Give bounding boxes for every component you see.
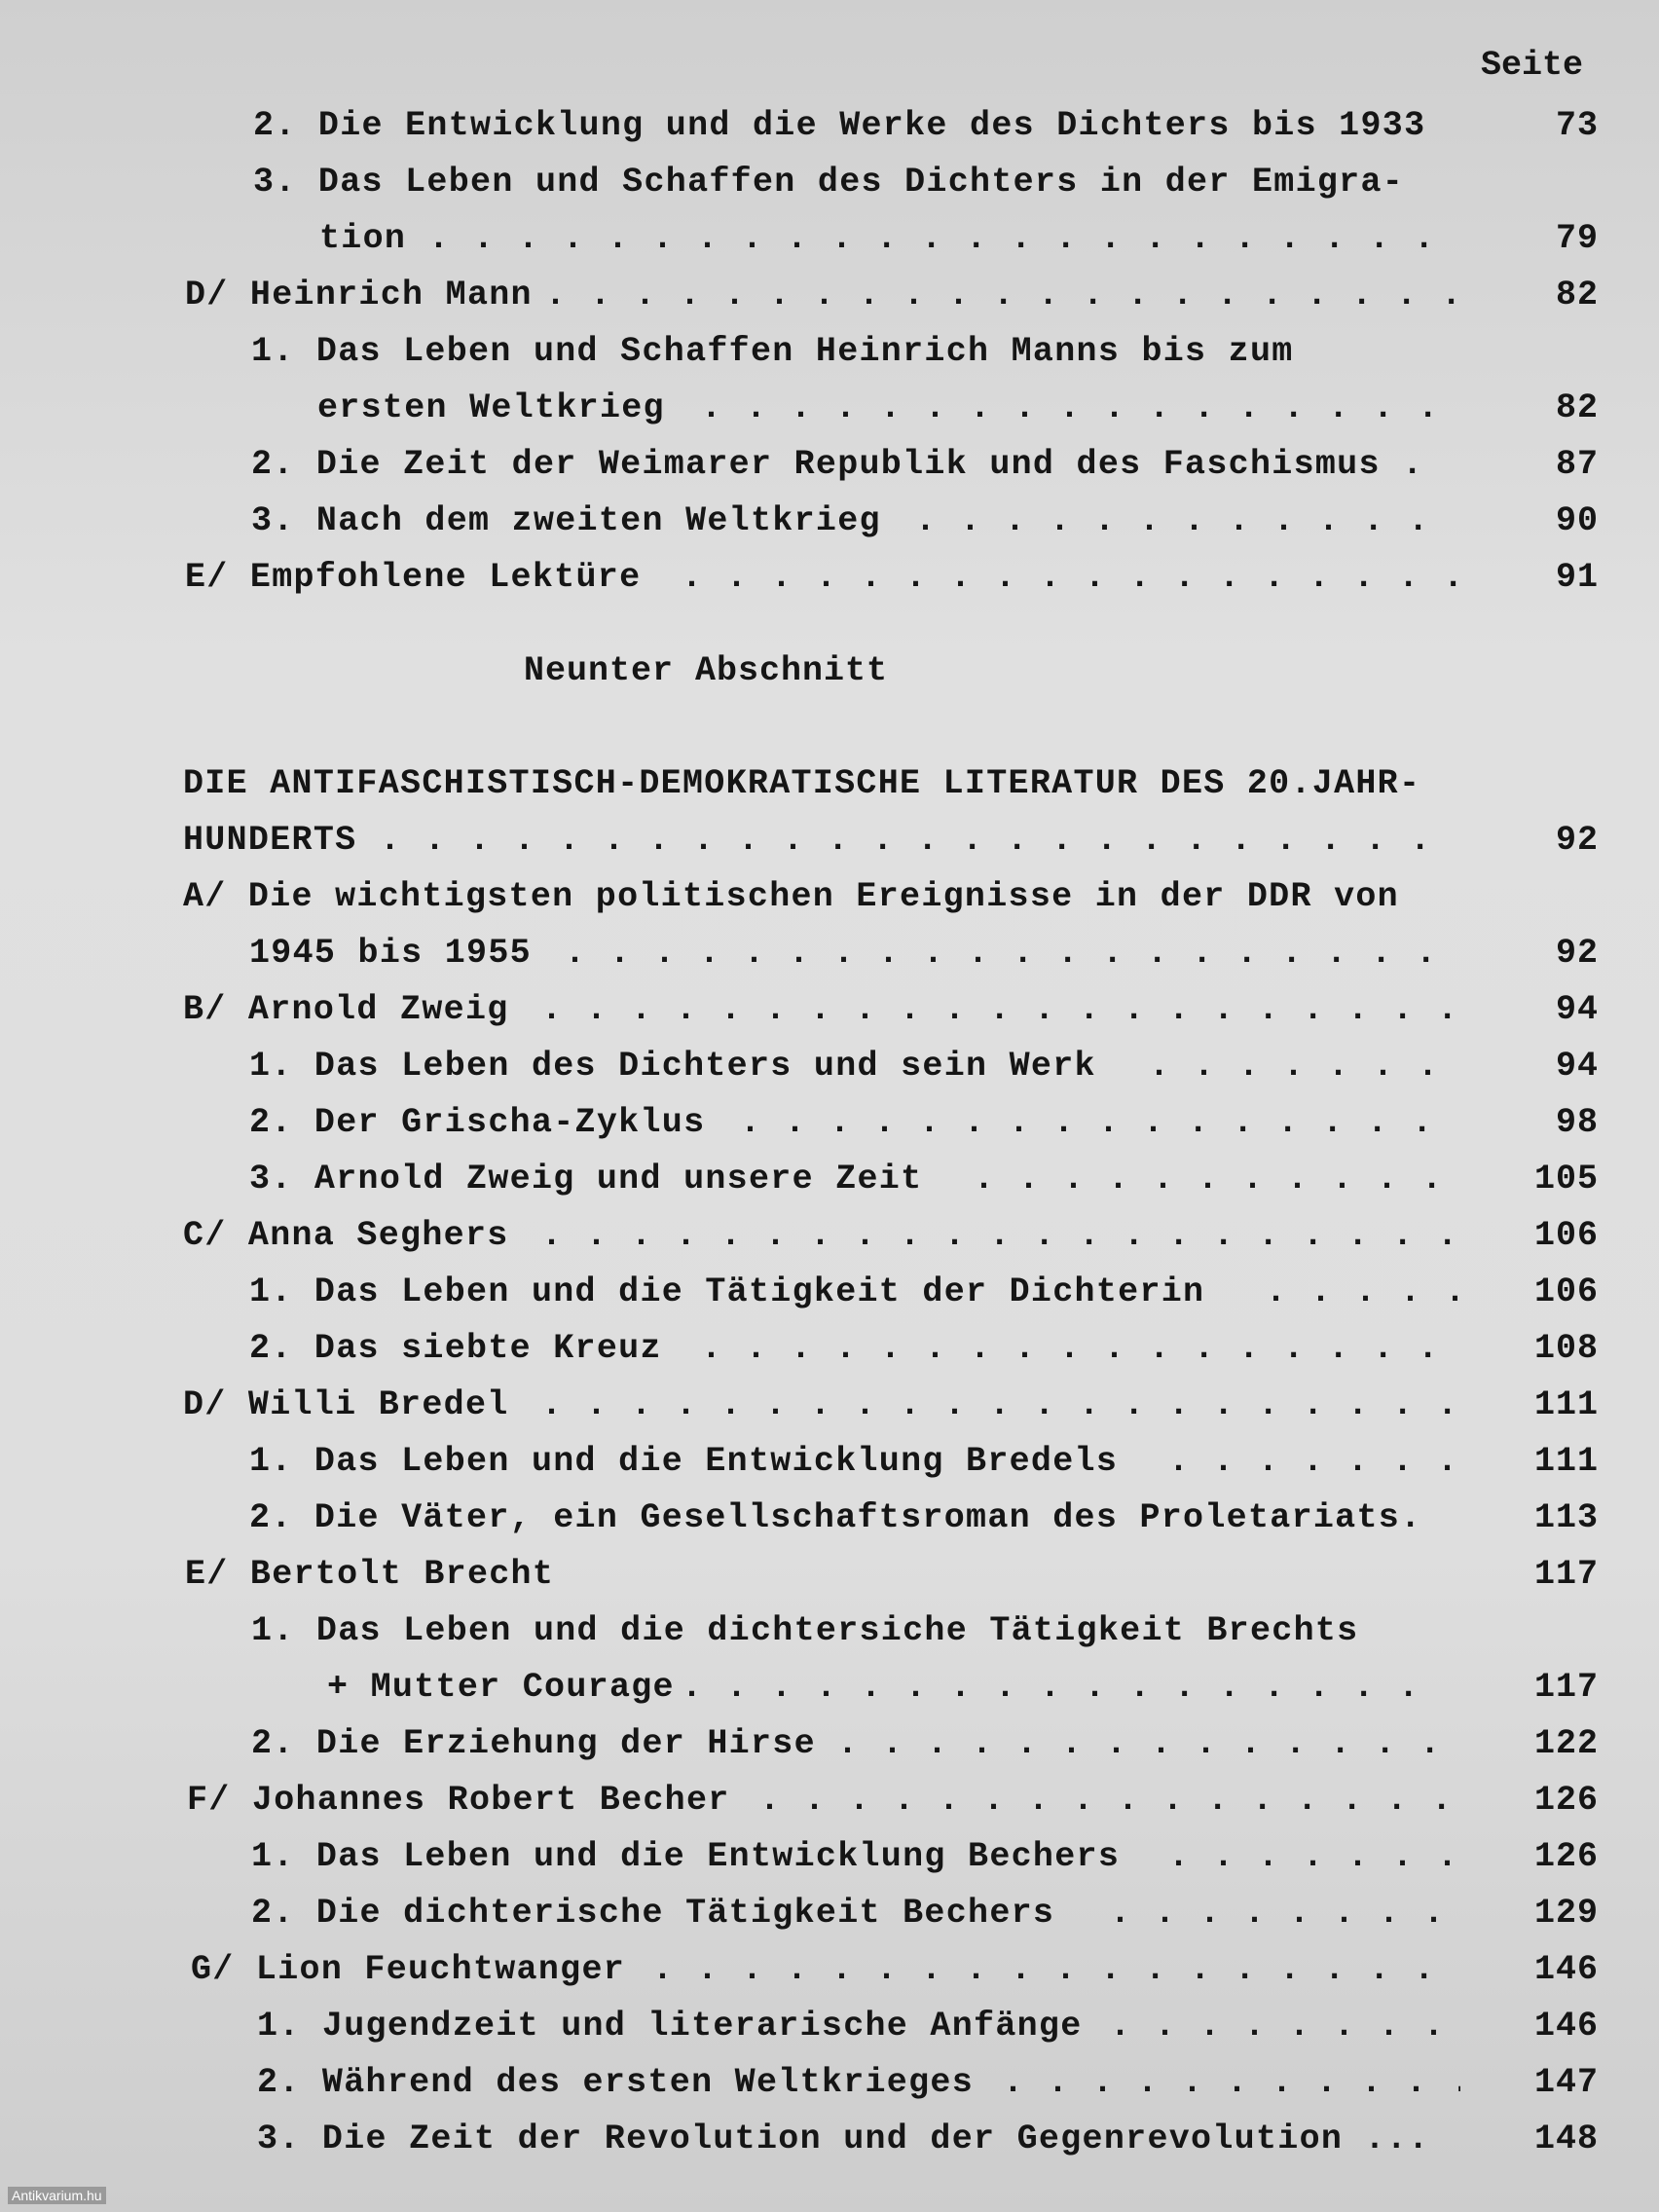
toc-entry [0, 2054, 1659, 2111]
entry-title: tion [319, 219, 407, 258]
leader-dots [915, 493, 1460, 549]
entry-page: 73 [1555, 106, 1599, 145]
entry-title: 2. Die Zeit der Weimarer Republik und des Faschismus . [251, 445, 1424, 484]
leader-dots [759, 1772, 1460, 1828]
toc-entry [0, 756, 1659, 812]
leader-dots [740, 1094, 1460, 1151]
entry-page: 92 [1555, 821, 1599, 860]
entry-title: 2. Das siebte Kreuz [249, 1329, 662, 1368]
toc-entry [0, 549, 1659, 606]
entry-title: 2. Der Grischa-Zyklus [249, 1103, 706, 1142]
leader-dots [1003, 2054, 1460, 2111]
entry-page: 117 [1533, 1668, 1599, 1707]
toc-entry [0, 925, 1659, 981]
leader-dots [545, 267, 1460, 323]
leader-dots [428, 210, 1460, 267]
entry-page: 98 [1555, 1103, 1599, 1142]
toc-entry [0, 1603, 1659, 1659]
toc-entry [0, 1998, 1659, 2054]
entry-title: 2. Während des ersten Weltkrieges [257, 2063, 975, 2102]
entry-page: 91 [1555, 558, 1599, 597]
toc-entry [0, 1546, 1659, 1603]
section-heading: Neunter Abschnitt [523, 651, 889, 690]
entry-title: 3. Die Zeit der Revolution und der Gegenrevolution ... [257, 2120, 1430, 2158]
entry-title: 3. Arnold Zweig und unsere Zeit [249, 1160, 923, 1198]
entry-page: 108 [1533, 1329, 1599, 1368]
leader-dots [974, 1151, 1460, 1207]
leader-dots [1149, 1038, 1460, 1094]
entry-page: 105 [1533, 1160, 1599, 1198]
leader-dots [1110, 1998, 1460, 2054]
toc-entry [0, 493, 1659, 549]
entry-title: E/ Empfohlene Lektüre [185, 558, 642, 597]
entry-title: 1. Das Leben und die Entwicklung Bechers [251, 1837, 1121, 1876]
section-title: DIE ANTIFASCHISTISCH-DEMOKRATISCHE LITERATUR DES 20.JAHR- [183, 764, 1421, 803]
page-column-header: Seite [1480, 46, 1583, 85]
leader-dots [652, 1941, 1460, 1998]
entry-title: 2. Die dichterische Tätigkeit Bechers [251, 1894, 1055, 1933]
entry-page: 117 [1533, 1555, 1599, 1594]
entry-title: 1945 bis 1955 [249, 934, 532, 973]
toc-entry [0, 154, 1659, 210]
leader-dots [1266, 1264, 1460, 1320]
toc-entry [0, 1715, 1659, 1772]
entry-title: D/ Willi Bredel [183, 1385, 509, 1424]
entry-page: 126 [1533, 1781, 1599, 1820]
toc-entry [0, 1772, 1659, 1828]
leader-dots [1168, 1828, 1460, 1885]
entry-page: 82 [1555, 276, 1599, 314]
toc-entry [0, 1828, 1659, 1885]
toc-entry [0, 1094, 1659, 1151]
entry-title: C/ Anna Seghers [183, 1216, 509, 1255]
entry-page: 106 [1533, 1216, 1599, 1255]
entry-page: 126 [1533, 1837, 1599, 1876]
entry-page: 129 [1533, 1894, 1599, 1933]
leader-dots [541, 1207, 1460, 1264]
toc-entry [0, 436, 1659, 493]
entry-title: 1. Das Leben und die Tätigkeit der Dichterin [249, 1272, 1205, 1311]
entry-title: 1. Das Leben und die Entwicklung Bredels [249, 1442, 1119, 1481]
entry-page: 111 [1533, 1442, 1599, 1481]
leader-dots [837, 1715, 1460, 1772]
entry-title: G/ Lion Feuchtwanger [191, 1950, 626, 1989]
entry-title: D/ Heinrich Mann [185, 276, 533, 314]
entry-page: 92 [1555, 934, 1599, 973]
entry-title: E/ Bertolt Brecht [185, 1555, 555, 1594]
entry-page: 111 [1533, 1385, 1599, 1424]
entry-page: 122 [1533, 1724, 1599, 1763]
entry-page: 146 [1533, 2007, 1599, 2046]
toc-entry [0, 1490, 1659, 1546]
entry-title: + Mutter Courage [327, 1668, 675, 1707]
toc-entry [0, 2111, 1659, 2167]
leader-dots [1110, 1885, 1460, 1941]
toc-entry [0, 380, 1659, 436]
entry-page: 147 [1533, 2063, 1599, 2102]
toc-entry [0, 1377, 1659, 1433]
toc-entry [0, 323, 1659, 380]
entry-title: 1. Das Leben und Schaffen Heinrich Manns bis zum [251, 332, 1294, 371]
leader-dots [682, 549, 1460, 606]
entry-page: 94 [1555, 990, 1599, 1029]
entry-title: B/ Arnold Zweig [183, 990, 509, 1029]
entry-page: 87 [1555, 445, 1599, 484]
leader-dots [682, 1659, 1421, 1715]
toc-entry [0, 1320, 1659, 1377]
toc-entry [0, 1885, 1659, 1941]
toc-entry [0, 210, 1659, 267]
entry-page: 94 [1555, 1047, 1599, 1086]
entry-page: 79 [1555, 219, 1599, 258]
toc-entry [0, 1433, 1659, 1490]
toc-entry [0, 1264, 1659, 1320]
toc-entry [0, 1038, 1659, 1094]
entry-page: 90 [1555, 501, 1599, 540]
entry-title: 2. Die Entwicklung und die Werke des Dichters bis 1933 [253, 106, 1426, 145]
leader-dots [380, 812, 1460, 868]
leader-dots [701, 380, 1460, 436]
entry-title: 1. Jugendzeit und literarische Anfänge [257, 2007, 1083, 2046]
toc-entry [0, 1207, 1659, 1264]
entry-title: ersten Weltkrieg [317, 388, 665, 427]
entry-title: 1. Das Leben des Dichters und sein Werk [249, 1047, 1096, 1086]
leader-dots [701, 1320, 1460, 1377]
entry-title: 3. Das Leben und Schaffen des Dichters in der Emigra- [253, 163, 1405, 202]
toc-entry [0, 1151, 1659, 1207]
section-title: HUNDERTS [183, 821, 357, 860]
toc-entry [0, 981, 1659, 1038]
entry-page: 113 [1533, 1498, 1599, 1537]
entry-page: 148 [1533, 2120, 1599, 2158]
entry-page: 106 [1533, 1272, 1599, 1311]
entry-title: 3. Nach dem zweiten Weltkrieg [251, 501, 881, 540]
entry-page: 82 [1555, 388, 1599, 427]
leader-dots [541, 1377, 1460, 1433]
entry-title: 2. Die Erziehung der Hirse [251, 1724, 816, 1763]
entry-title: 2. Die Väter, ein Gesellschaftsroman des Proletariats. [249, 1498, 1422, 1537]
toc-entry [0, 1941, 1659, 1998]
toc-entry [0, 267, 1659, 323]
leader-dots [565, 925, 1460, 981]
toc-entry [0, 812, 1659, 868]
leader-dots [541, 981, 1460, 1038]
leader-dots [1168, 1433, 1460, 1490]
entry-title: 1. Das Leben und die dichtersiche Tätigkeit Brechts [251, 1611, 1359, 1650]
entry-title: F/ Johannes Robert Becher [187, 1781, 730, 1820]
toc-entry [0, 97, 1659, 154]
entry-title: A/ Die wichtigsten politischen Ereignisse in der DDR von [183, 877, 1399, 916]
toc-entry [0, 868, 1659, 925]
toc-entry [0, 1659, 1659, 1715]
watermark: Antikvarium.hu [8, 2187, 106, 2204]
entry-page: 146 [1533, 1950, 1599, 1989]
